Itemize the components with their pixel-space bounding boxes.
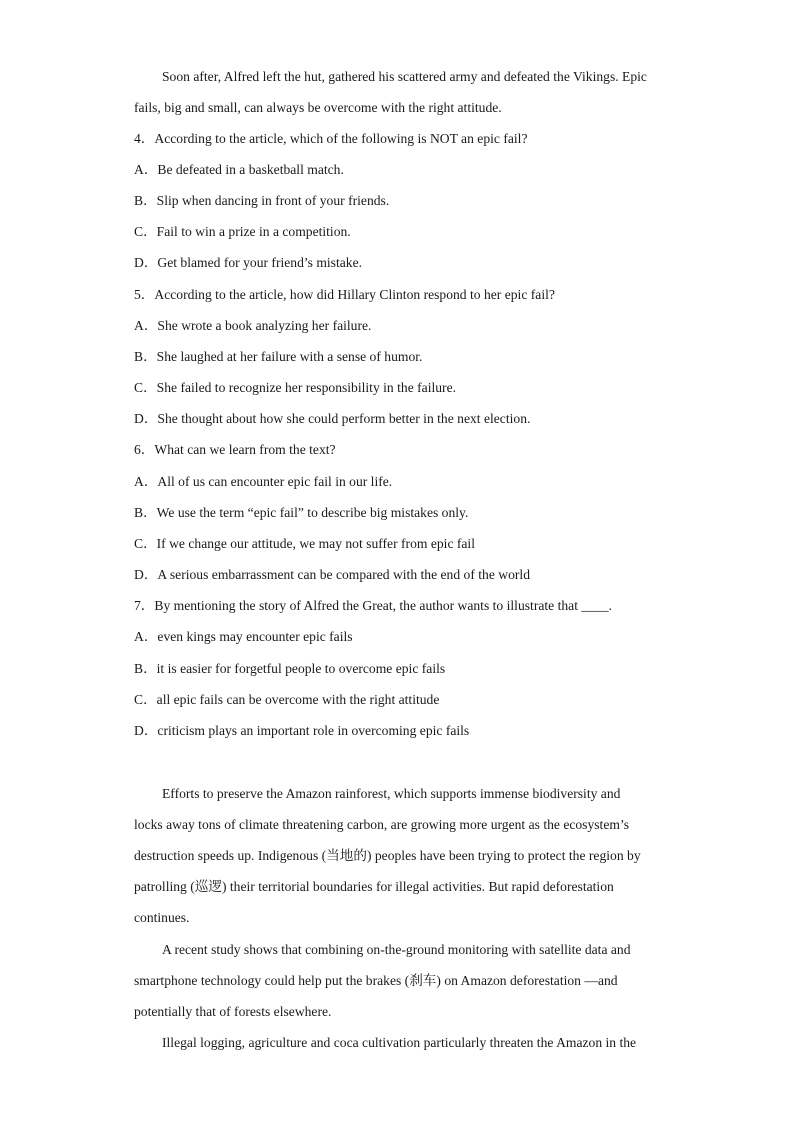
- question-stem-4: 4．According to the article, which of the following is NOT an epic fail?: [134, 131, 528, 146]
- question-stem-6: 6．What can we learn from the text?: [134, 442, 336, 457]
- passage-line: fails, big and small, can always be overcome with the right attitude.: [134, 100, 502, 115]
- question-5-option-a[interactable]: A．She wrote a book analyzing her failure.: [134, 318, 372, 333]
- question-6-option-a[interactable]: A．All of us can encounter epic fail in our life.: [134, 474, 393, 489]
- question-stem-7: 7．By mentioning the story of Alfred the Great, the author wants to illustrate that ____.: [134, 598, 612, 613]
- question-7-option-c[interactable]: C．all epic fails can be overcome with the right attitude: [134, 692, 440, 707]
- question-4-option-b[interactable]: B．Slip when dancing in front of your friends.: [134, 193, 390, 208]
- passage-line: locks away tons of climate threatening carbon, are growing more urgent as the ecosystem’s: [134, 817, 630, 832]
- passage-line: potentially that of forests elsewhere.: [134, 1004, 332, 1019]
- passage-line: patrolling (巡逻) their territorial boundaries for illegal activities. But rapid deforestation: [134, 879, 614, 894]
- question-4-option-a[interactable]: A．Be defeated in a basketball match.: [134, 162, 344, 177]
- passage-line: Soon after, Alfred left the hut, gathered his scattered army and defeated the Vikings. Epic: [162, 69, 647, 84]
- question-6-option-b[interactable]: B．We use the term “epic fail” to describe big mistakes only.: [134, 505, 469, 520]
- question-4-option-d[interactable]: D．Get blamed for your friend’s mistake.: [134, 255, 363, 270]
- question-6-option-c[interactable]: C．If we change our attitude, we may not suffer from epic fail: [134, 536, 475, 551]
- passage-line: Efforts to preserve the Amazon rainforest, which supports immense biodiversity and: [162, 786, 621, 801]
- question-stem-5: 5．According to the article, how did Hillary Clinton respond to her epic fail?: [134, 287, 555, 302]
- question-7-option-b[interactable]: B．it is easier for forgetful people to overcome epic fails: [134, 661, 446, 676]
- passage-line: continues.: [134, 910, 190, 925]
- passage-line: Illegal logging, agriculture and coca cultivation particularly threaten the Amazon in the: [162, 1035, 637, 1050]
- passage-line: smartphone technology could help put the brakes (刹车) on Amazon deforestation —and: [134, 973, 618, 988]
- question-7-option-d[interactable]: D．criticism plays an important role in overcoming epic fails: [134, 723, 470, 738]
- question-5-option-b[interactable]: B．She laughed at her failure with a sense of humor.: [134, 349, 423, 364]
- question-5-option-c[interactable]: C．She failed to recognize her responsibility in the failure.: [134, 380, 457, 395]
- passage-line: destruction speeds up. Indigenous (当地的) peoples have been trying to protect the region by: [134, 848, 641, 863]
- question-4-option-c[interactable]: C．Fail to win a prize in a competition.: [134, 224, 351, 239]
- question-5-option-d[interactable]: D．She thought about how she could perform better in the next election.: [134, 411, 531, 426]
- question-7-option-a[interactable]: A．even kings may encounter epic fails: [134, 629, 353, 644]
- passage-line: A recent study shows that combining on-the-ground monitoring with satellite data and: [162, 942, 631, 957]
- question-6-option-d[interactable]: D．A serious embarrassment can be compared with the end of the world: [134, 567, 530, 582]
